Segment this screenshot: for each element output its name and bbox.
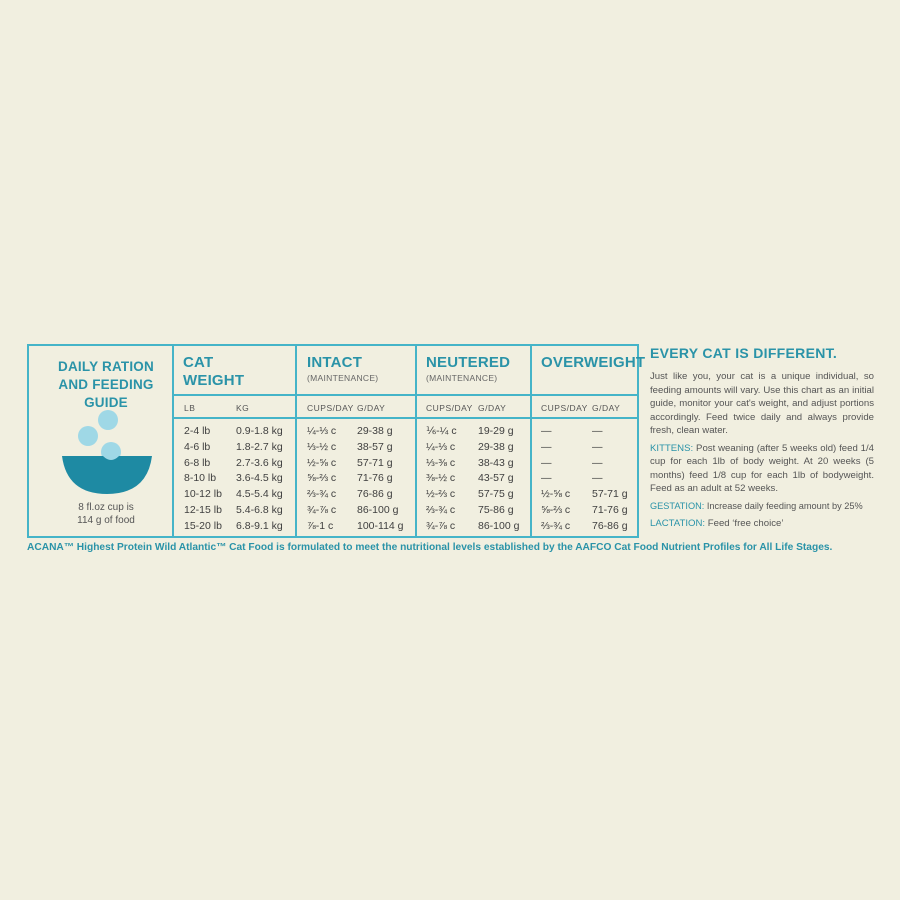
overweight-cups-cell: — xyxy=(541,425,552,437)
table-row xyxy=(426,471,534,487)
intact-cups-subheader: CUPS/DAY xyxy=(307,403,354,413)
neutered-g-subheader: G/DAY xyxy=(478,403,507,413)
weight-lb-cell: 6-8 lb xyxy=(184,456,211,469)
cup-caption xyxy=(41,501,171,527)
neutered-cups-cell: ¾-⅞ c xyxy=(426,519,456,532)
intact-g-cell: 76-86 g xyxy=(357,488,393,501)
overweight-g-cell: — xyxy=(592,456,603,469)
table-row xyxy=(541,424,637,440)
neutered-subtitle: (MAINTENANCE) xyxy=(426,373,498,383)
table-row xyxy=(541,519,637,535)
neutered-g-cell: 57-75 g xyxy=(478,488,514,501)
table-row xyxy=(307,440,417,456)
subheader-rule xyxy=(174,417,639,419)
gestation-note xyxy=(650,500,874,514)
panel-title-line: AND FEEDING GUIDE xyxy=(58,377,154,410)
neutered-cups-cell: ¼-⅓ c xyxy=(426,440,456,453)
weight-kg-cell: 1.8-2.7 kg xyxy=(236,440,283,453)
overweight-rows xyxy=(541,424,637,535)
intact-heading: INTACT xyxy=(307,354,363,371)
weight-kg-cell: 3.6-4.5 kg xyxy=(236,472,283,485)
table-row xyxy=(541,471,637,487)
kittens-text: Post weaning (after 5 weeks old) feed 1/4 cup for each 1lb of body weight. At 20 weeks (5 months) feed 1/8 cup for each 1lb of bodyweight. Feed as an adult at 52 weeks. xyxy=(650,442,874,494)
cat-weight-heading-line: CAT xyxy=(183,354,214,371)
table-row xyxy=(184,456,296,472)
intact-g-cell: 100-114 g xyxy=(357,519,404,532)
overweight-cups-cell: ⅔-¾ c xyxy=(541,519,571,532)
weight-lb-cell: 4-6 lb xyxy=(184,440,211,453)
intact-cups-cell: ⅔-¾ c xyxy=(307,488,337,501)
overweight-g-cell: — xyxy=(592,472,603,485)
neutered-cups-subheader: CUPS/DAY xyxy=(426,403,473,413)
intact-g-subheader: G/DAY xyxy=(357,403,386,413)
weight-lb-cell: 12-15 lb xyxy=(184,503,222,516)
table-row xyxy=(307,456,417,472)
divider xyxy=(172,346,174,536)
overweight-cups-cell: — xyxy=(541,456,552,469)
intact-rows xyxy=(307,424,417,535)
table-row xyxy=(426,424,534,440)
table-row xyxy=(541,456,637,472)
intact-g-cell: 86-100 g xyxy=(357,503,399,516)
panel-title-line: DAILY RATION xyxy=(58,359,154,374)
overweight-cups-cell: — xyxy=(541,472,552,485)
weight-rows xyxy=(184,424,296,535)
overweight-cups-cell: ½-⅝ c xyxy=(541,488,571,501)
intact-cups-cell: ¾-⅞ c xyxy=(307,503,337,516)
intact-cups-cell: ⅓-½ c xyxy=(307,440,337,453)
neutered-g-cell: 86-100 g xyxy=(478,519,520,532)
info-intro: Just like you, your cat is a unique individual, so feeding amounts will vary. Use this chart as an initial guide, monitor your cat's weight, and adjust portions accordingly. Feed twice daily and always provide fresh, clean water. xyxy=(650,371,874,436)
feeding-guide-panel xyxy=(27,344,646,538)
overweight-g-cell: 71-76 g xyxy=(592,503,628,516)
gestation-label: GESTATION: xyxy=(650,500,705,511)
intact-subtitle: (MAINTENANCE) xyxy=(307,373,379,383)
overweight-g-cell: — xyxy=(592,425,603,437)
overweight-g-cell: — xyxy=(592,440,603,453)
cat-weight-heading-line: WEIGHT xyxy=(183,372,245,389)
cup-caption-line: 114 g of food xyxy=(77,515,135,526)
table-row xyxy=(541,487,637,503)
neutered-rows xyxy=(426,424,534,535)
weight-kg-cell: 6.8-9.1 kg xyxy=(236,519,283,532)
table-row xyxy=(307,424,417,440)
neutered-g-cell: 75-86 g xyxy=(478,503,514,516)
table-row xyxy=(307,471,417,487)
table-row xyxy=(184,471,296,487)
weight-kg-cell: 2.7-3.6 kg xyxy=(236,456,283,469)
table-row xyxy=(426,456,534,472)
intact-cups-cell: ⅞-1 c xyxy=(307,519,334,532)
intact-cups-cell: ⅝-⅔ c xyxy=(307,472,337,485)
kittens-note xyxy=(650,442,874,496)
table-row xyxy=(307,503,417,519)
neutered-g-cell: 19-29 g xyxy=(478,425,514,437)
weight-kg-cell: 4.5-5.4 kg xyxy=(236,488,283,501)
gestation-text: Increase daily feeding amount by 25% xyxy=(704,500,863,511)
overweight-heading: OVERWEIGHT xyxy=(541,354,646,371)
neutered-g-cell: 38-43 g xyxy=(478,456,514,469)
overweight-g-subheader: G/DAY xyxy=(592,403,621,413)
table-row xyxy=(426,519,534,535)
table-row xyxy=(541,440,637,456)
table-row xyxy=(184,424,296,440)
table-row xyxy=(184,440,296,456)
food-bowl-icon xyxy=(59,408,155,494)
table-row xyxy=(541,503,637,519)
weight-lb-cell: 8-10 lb xyxy=(184,472,217,485)
neutered-cups-cell: ⅔-¾ c xyxy=(426,503,456,516)
lb-subheader: LB xyxy=(184,403,196,413)
formulation-statement: ACANA™ Highest Protein Wild Atlantic™ Cat Food is formulated to meet the nutritional levels established by the AAFCO Cat Food Nutrient Profiles for All Life Stages. xyxy=(27,542,833,553)
intact-g-cell: 71-76 g xyxy=(357,472,393,485)
overweight-cups-cell: ⅝-⅔ c xyxy=(541,503,571,516)
neutered-cups-cell: ⅓-⅜ c xyxy=(426,456,456,469)
overweight-cups-cell: — xyxy=(541,440,552,453)
intact-cups-cell: ¼-⅓ c xyxy=(307,425,337,437)
table-row xyxy=(184,503,296,519)
weight-lb-cell: 2-4 lb xyxy=(184,425,211,437)
kg-subheader: KG xyxy=(236,403,250,413)
neutered-cups-cell: ⅙-¼ c xyxy=(426,425,457,437)
lactation-text: Feed ‘free choice’ xyxy=(705,518,784,529)
table-row xyxy=(307,519,417,535)
neutered-heading: NEUTERED xyxy=(426,354,511,371)
overweight-g-cell: 57-71 g xyxy=(592,488,628,501)
info-heading: EVERY CAT IS DIFFERENT. xyxy=(650,345,838,361)
intact-g-cell: 29-38 g xyxy=(357,425,393,437)
table-row xyxy=(307,487,417,503)
cat-weight-heading xyxy=(183,354,244,390)
neutered-cups-cell: ½-⅔ c xyxy=(426,488,456,501)
intact-g-cell: 57-71 g xyxy=(357,456,393,469)
table-row xyxy=(184,487,296,503)
weight-kg-cell: 0.9-1.8 kg xyxy=(236,425,283,437)
info-column xyxy=(650,344,874,535)
overweight-g-cell: 76-86 g xyxy=(592,519,628,532)
table-row xyxy=(426,503,534,519)
table-row xyxy=(426,440,534,456)
overweight-cups-subheader: CUPS/DAY xyxy=(541,403,588,413)
weight-lb-cell: 10-12 lb xyxy=(184,488,222,501)
neutered-cups-cell: ⅜-½ c xyxy=(426,472,456,485)
kittens-label: KITTENS: xyxy=(650,442,694,454)
weight-lb-cell: 15-20 lb xyxy=(184,519,222,532)
table-row xyxy=(184,519,296,535)
lactation-label: LACTATION: xyxy=(650,518,706,529)
intact-g-cell: 38-57 g xyxy=(357,440,393,453)
weight-kg-cell: 5.4-6.8 kg xyxy=(236,503,283,516)
panel-title xyxy=(41,358,171,412)
table-row xyxy=(426,487,534,503)
neutered-g-cell: 43-57 g xyxy=(478,472,514,485)
header-rule xyxy=(174,394,639,396)
lactation-note xyxy=(650,517,874,531)
neutered-g-cell: 29-38 g xyxy=(478,440,514,453)
cup-caption-line: 8 fl.oz cup is xyxy=(78,502,134,513)
intact-cups-cell: ½-⅝ c xyxy=(307,456,337,469)
